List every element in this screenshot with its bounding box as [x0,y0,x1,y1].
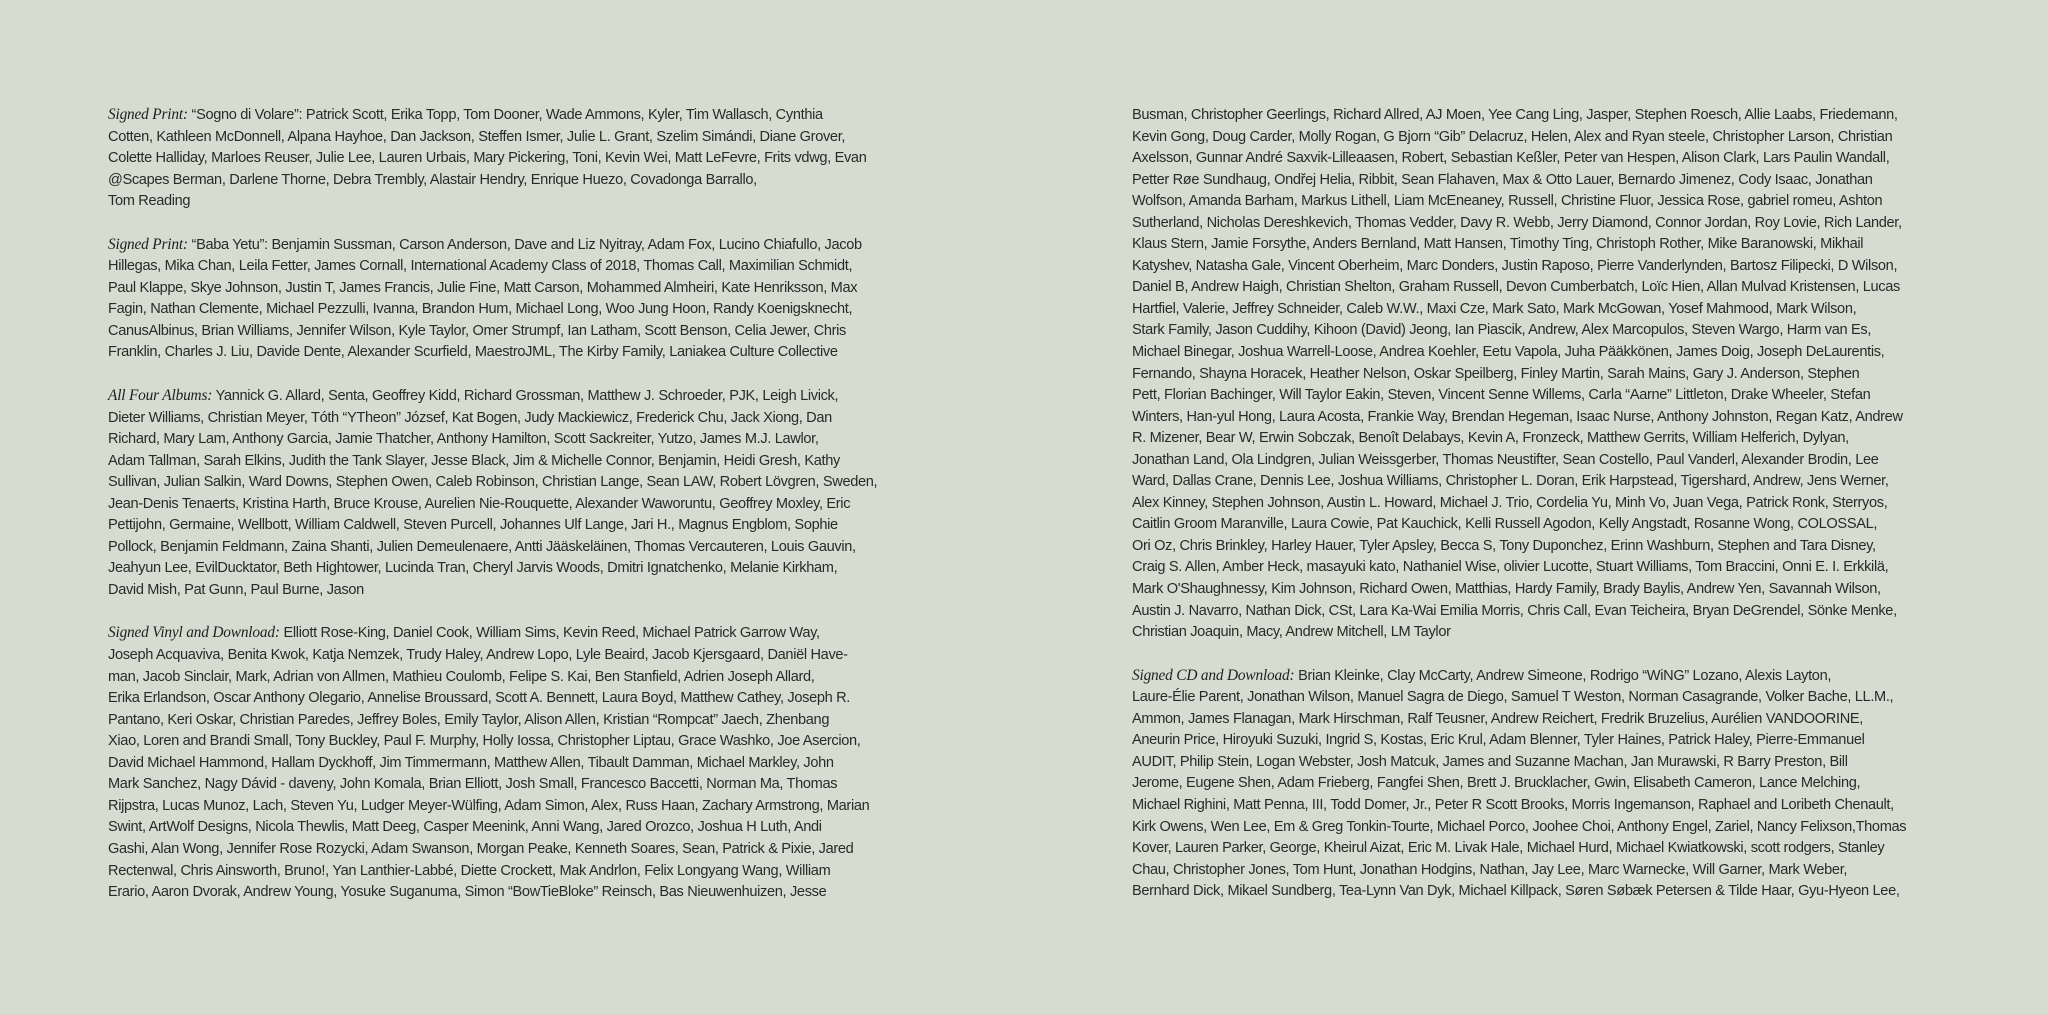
credits-paragraph [108,104,936,212]
credits-line [108,385,936,407]
names-text: Elliott Rose-King, Daniel Cook, William Sims, Kevin Reed, Michael Patrick Garrow Way, [279,624,820,642]
credits-line [1132,600,1960,622]
category-label: Signed Print: [108,106,188,123]
names-text: R. Mizener, Bear W, Erwin Sobczak, Benoît Delabays, Kevin A, Fronzeck, Matthew Gerrits, William Helferich, Dylyan, [1132,429,1849,447]
names-text: Pollock, Benjamin Feldmann, Zaina Shanti, Julien Demeulenaere, Antti Jääskeläinen, Thomas Vercauteren, Louis Gauvin, [108,537,856,555]
credits-paragraph [1132,104,1960,643]
names-text: Rijpstra, Lucas Munoz, Lach, Steven Yu, Ludger Meyer-Wülfing, Adam Simon, Alex, Russ Haan, Zachary Armstrong, Marian [108,796,870,814]
credits-line [108,730,936,752]
credits-line [108,234,936,256]
credits-line [1132,406,1960,428]
credits-line [1132,470,1960,492]
category-label: All Four Albums: [108,387,213,405]
names-text: Pettijohn, Germaine, Wellbott, William Caldwell, Steven Purcell, Johannes Ulf Lange, Jari H., Magnus Engblom, Sophie [108,516,838,534]
names-text: Aneurin Price, Hiroyuki Suzuki, Ingrid S, Kostas, Eric Krul, Adam Blenner, Tyler Haines, Patrick Haley, Pierre-Emmanuel [1132,731,1865,749]
names-text: David Mish, Pat Gunn, Paul Burne, Jason [108,580,364,598]
names-text: Klaus Stern, Jamie Forsythe, Anders Bernland, Matt Hansen, Timothy Ting, Christoph Rother, Mike Baranowski, Mikhail [1132,235,1864,253]
names-text: Michael Righini, Matt Penna, III, Todd Domer, Jr., Peter R Scott Brooks, Morris Ingemanson, Raphael and Loribeth Chenault, [1132,795,1894,813]
names-text: Wolfson, Amanda Barham, Markus Lithell, Liam McEneaney, Russell, Christine Fluor, Jessica Rose, gabriel romeu, Ashton [1132,192,1883,210]
names-text: Erika Erlandson, Oscar Anthony Olegario, Annelise Broussard, Scott A. Bennett, Laura Boyd, Matthew Cathey, Joseph R. [108,689,851,707]
names-text: David Michael Hammond, Hallam Dyckhoff, Jim Timmermann, Matthew Allen, Tibault Damman, Michael Markley, John [108,753,834,771]
names-text: Gashi, Alan Wong, Jennifer Rose Rozycki, Adam Swanson, Morgan Peake, Kenneth Soares, Sean, Patrick & Pixie, Jared [108,839,854,857]
names-text: Jonathan Land, Ola Lindgren, Julian Weissgerber, Thomas Neustifter, Sean Costello, Paul Vanderl, Alexander Brodin, Lee [1132,450,1879,468]
credits-line [108,147,936,169]
names-text: Jeahyun Lee, EvilDucktator, Beth Hightower, Lucinda Tran, Cheryl Jarvis Woods, Dmitri Ignatchenko, Melanie Kirkham, [108,559,838,577]
credits-line [108,471,936,493]
names-text: Mark Sanchez, Nagy Dávid - daveny, John Komala, Brian Elliott, Josh Small, Francesco Baccetti, Norman Ma, Thomas [108,775,838,793]
credits-paragraph [108,234,936,363]
names-text: Kevin Gong, Doug Carder, Molly Rogan, G Bjorn “Gib” Delacruz, Helen, Alex and Ryan steele, Christopher Larson, Christian [1132,127,1893,145]
credits-line [1132,449,1960,471]
credits-line [108,622,936,644]
credits-line [108,190,936,212]
names-text: Sullivan, Julian Salkin, Ward Downs, Stephen Owen, Caleb Robinson, Christian Lange, Sean LAW, Robert Lövgren, Sweden, [108,473,878,491]
credits-paragraph [108,385,936,600]
names-text: Michael Binegar, Joshua Warrell-Loose, Andrea Koehler, Eetu Vapola, Juha Pääkkönen, James Doig, Joseph DeLaurentis, [1132,343,1885,361]
credits-line [1132,384,1960,406]
right-column [1132,104,1962,924]
credits-line [108,773,936,795]
names-text: Erario, Aaron Dvorak, Andrew Young, Yosuke Suganuma, Simon “BowTieBloke” Reinsch, Bas Nieuwenhuizen, Jesse [108,883,827,901]
names-text: Daniel B, Andrew Haigh, Christian Shelton, Graham Russell, Devon Cumberbatch, Loïc Hien, Allan Mulvad Kristensen, Lucas [1132,278,1900,296]
names-text: Stark Family, Jason Cuddihy, Kihoon (David) Jeong, Ian Piascik, Andrew, Alex Marcopulos, Steven Wargo, Harm van Es, [1132,321,1872,339]
credits-line [1132,212,1960,234]
names-text: Fagin, Nathan Clemente, Michael Pezzulli, Ivanna, Brandon Hum, Michael Long, Woo Jung Hoon, Randy Koenigsknecht, [108,300,853,318]
names-text: Tom Reading [108,192,191,210]
names-text: Sutherland, Nicholas Dereshkevich, Thomas Vedder, Davy R. Webb, Jerry Diamond, Connor Jordan, Roy Lovie, Rich Lander, [1132,213,1902,231]
names-text: Busman, Christopher Geerlings, Richard Allred, AJ Moen, Yee Cang Ling, Jasper, Stephen Roesch, Allie Laabs, Friedemann, [1132,106,1898,123]
credits-line [108,450,936,472]
names-text: Ward, Dallas Crane, Dennis Lee, Joshua Williams, Christopher L. Doran, Erik Harpstead, Tigershard, Andrew, Jens Werner, [1132,472,1889,490]
names-text: Xiao, Loren and Brandi Small, Tony Buckley, Paul F. Murphy, Holly Iossa, Christopher Liptau, Grace Washko, Joe Asercion, [108,732,861,750]
credits-line [1132,427,1960,449]
names-text: Katyshev, Natasha Gale, Vincent Oberheim, Marc Donders, Justin Raposo, Pierre Vanderlynden, Bartosz Filipecki, D Wilson, [1132,256,1898,274]
credits-line [108,493,936,515]
credits-line [1132,816,1960,838]
names-text: Axelsson, Gunnar André Saxvik-Lilleaasen, Robert, Sebastian Keßler, Peter van Hespen, Alison Clark, Lars Paulin Wandall, [1132,149,1890,167]
names-text: Joseph Acquaviva, Benita Kwok, Katja Nemzek, Trudy Haley, Andrew Lopo, Lyle Beaird, Jacob Kjersgaard, Daniël Have- [108,646,848,664]
names-text: Hartfiel, Valerie, Jeffrey Schneider, Caleb W.W., Maxi Cze, Mark Sato, Mark McGowan, Yosef Mahmood, Mark Wilson, [1132,299,1857,317]
names-text: Ori Oz, Chris Brinkley, Harley Hauer, Tyler Apsley, Becca S, Tony Duponchez, Erinn Washburn, Stephen and Tara Disney, [1132,536,1876,554]
credits-line [108,860,936,882]
credits-line [1132,535,1960,557]
names-text: Brian Kleinke, Clay McCarty, Andrew Simeone, Rodrigo “WiNG” Lozano, Alexis Layton, [1294,666,1832,684]
names-text: Chau, Christopher Jones, Tom Hunt, Jonathan Hodgins, Nathan, Jay Lee, Marc Warnecke, Will Garner, Mark Weber, [1132,860,1848,878]
names-text: CanusAlbinus, Brian Williams, Jennifer Wilson, Kyle Taylor, Omer Strumpf, Ian Latham, Scott Benson, Celia Jewer, Chris [108,321,846,339]
credits-line [108,126,936,148]
credits-line [1132,492,1960,514]
names-text: Paul Klappe, Skye Johnson, Justin T, James Francis, Julie Fine, Matt Carson, Mohammed Almheiri, Kate Henriksson, Max [108,278,858,296]
category-label: Signed Vinyl and Download: [108,624,280,642]
credits-line [108,277,936,299]
names-text: “Sogno di Volare”: Patrick Scott, Erika Topp, Tom Dooner, Wade Ammons, Kyler, Tim Wallasch, Cynthia [187,106,823,123]
credits-line [108,298,936,320]
names-text: AUDIT, Philip Stein, Logan Webster, Josh Matcuk, James and Suzanne Machan, Jan Murawski, R Barry Preston, Bill [1132,752,1848,770]
names-text: Colette Halliday, Marloes Reuser, Julie Lee, Lauren Urbais, Mary Pickering, Toni, Kevin Wei, Matt LeFevre, Frits vdwg, Evan [108,149,867,167]
credits-line [108,407,936,429]
credits-line [108,169,936,191]
credits-line [1132,708,1960,730]
credits-line [108,428,936,450]
names-text: @Scapes Berman, Darlene Thorne, Debra Trembly, Alastair Hendry, Enrique Huezo, Covadonga Barrallo, [108,170,757,188]
names-text: Bernhard Dick, Mikael Sundberg, Tea-Lynn Van Dyk, Michael Killpack, Søren Søbæk Petersen & Tilde Haar, Gyu-Hyeon Lee, [1132,882,1900,900]
names-text: Petter Røe Sundhaug, Ondřej Helia, Ribbit, Sean Flahaven, Max & Otto Lauer, Bernardo Jimenez, Cody Isaac, Jonathan [1132,170,1873,188]
names-text: Kover, Lauren Parker, George, Kheirul Aizat, Eric M. Livak Hale, Michael Hurd, Michael Kwiatkowski, scott rodgers, Stanley [1132,839,1885,857]
credits-line [108,104,936,126]
credits-line [1132,169,1960,191]
names-text: Kirk Owens, Wen Lee, Em & Greg Tonkin-Tourte, Michael Porco, Joohee Choi, Anthony Engel, Zariel, Nancy Felixson,Thomas [1132,817,1907,835]
credits-line [1132,578,1960,600]
credits-line [108,838,936,860]
names-text: Pett, Florian Bachinger, Will Taylor Eakin, Steven, Vincent Senne Willems, Carla “Aarne” Littleton, Drake Wheeler, Stefan [1132,386,1871,404]
names-text: Adam Tallman, Sarah Elkins, Judith the Tank Slayer, Jesse Black, Jim & Michelle Connor, Benjamin, Heidi Gresh, Kathy [108,451,840,469]
credits-line [1132,147,1960,169]
credits-line [108,881,936,903]
credits-line [108,795,936,817]
credits-line [108,536,936,558]
names-text: Pantano, Keri Oskar, Christian Paredes, Jeffrey Boles, Emily Taylor, Alison Allen, Kristian “Rompcat” Jaech, Zhenbang [108,710,830,728]
credits-line [108,687,936,709]
credits-line [1132,363,1960,385]
credits-line [1132,341,1960,363]
names-text: “Baba Yetu”: Benjamin Sussman, Carson Anderson, Dave and Liz Nyitray, Adam Fox, Lucino Chiafullo, Jacob [187,235,862,253]
credits-line [1132,104,1960,126]
names-text: Rectenwal, Chris Ainsworth, Bruno!, Yan Lanthier-Labbé, Diette Crockett, Mak Andrlon, Felix Longyang Wang, William [108,861,831,879]
credits-line [108,514,936,536]
credits-line [108,341,936,363]
names-text: Austin J. Navarro, Nathan Dick, CSt, Lara Ka-Wai Emilia Morris, Chris Call, Evan Teicheira, Bryan DeGrendel, Sönke Menke, [1132,601,1897,619]
names-text: Ammon, James Flanagan, Mark Hirschman, Ralf Teusner, Andrew Reichert, Fredrik Bruzelius, Aurélien VANDOORINE, [1132,709,1863,727]
credits-line [1132,513,1960,535]
credits-line [1132,880,1960,902]
credits-paragraph [108,622,936,902]
names-text: Jerome, Eugene Shen, Adam Frieberg, Fangfei Shen, Brett J. Brucklacher, Gwin, Elisabeth Cameron, Lance Melching, [1132,774,1861,792]
names-text: Franklin, Charles J. Liu, Davide Dente, Alexander Scurfield, MaestroJML, The Kirby Family, Laniakea Culture Collective [108,343,838,361]
credits-line [108,579,936,601]
credits-line [1132,298,1960,320]
credits-line [108,666,936,688]
names-text: man, Jacob Sinclair, Mark, Adrian von Allmen, Mathieu Coulomb, Felipe S. Kai, Ben Stanfield, Adrien Joseph Allard, [108,667,815,685]
names-text: Winters, Han-yul Hong, Laura Acosta, Frankie Way, Brendan Hegeman, Isaac Nurse, Anthony Johnston, Regan Katz, Andrew [1132,407,1903,425]
credits-paragraph [1132,665,1960,902]
names-text: Richard, Mary Lam, Anthony Garcia, Jamie Thatcher, Anthony Hamilton, Scott Sackreiter, Yutzo, James M.J. Lawlor, [108,430,819,448]
names-text: Laure-Élie Parent, Jonathan Wilson, Manuel Sagra de Diego, Samuel T Weston, Norman Casagrande, Volker Bache, LL.M., [1132,688,1894,706]
credits-line [1132,190,1960,212]
names-text: Caitlin Groom Maranville, Laura Cowie, Pat Kauchick, Kelli Russell Agodon, Kelly Angstadt, Rosanne Wong, COLOSSAL, [1132,515,1878,533]
credits-line [108,752,936,774]
credits-line [1132,837,1960,859]
credits-line [108,557,936,579]
names-text: Christian Joaquin, Macy, Andrew Mitchell, LM Taylor [1132,623,1451,641]
names-text: Alex Kinney, Stephen Johnson, Austin L. Howard, Michael J. Trio, Cordelia Yu, Minh Vo, Juan Vega, Patrick Ronk, Sterryos, [1132,493,1888,511]
credits-line [108,320,936,342]
names-text: Hillegas, Mika Chan, Leila Fetter, James Cornall, International Academy Class of 2018, Thomas Call, Maximilian Schmidt, [108,257,853,275]
credits-line [1132,126,1960,148]
credits-line [1132,729,1960,751]
category-label: Signed Print: [108,235,188,253]
credits-line [1132,233,1960,255]
credits-line [1132,276,1960,298]
credits-line [1132,319,1960,341]
credits-line [1132,255,1960,277]
credits-line [108,644,936,666]
names-text: Dieter Williams, Christian Meyer, Tóth “YTheon” József, Kat Bogen, Judy Mackiewicz, Frederick Chu, Jack Xiong, Dan [108,408,832,426]
names-text: Craig S. Allen, Amber Heck, masayuki kato, Nathaniel Wise, olivier Lucotte, Stuart Williams, Tom Braccini, Onni E. I. Erkkilä, [1132,558,1889,576]
names-text: Fernando, Shayna Horacek, Heather Nelson, Oskar Speilberg, Finley Martin, Sarah Mains, Gary J. Anderson, Stephen [1132,364,1860,382]
names-text: Jean-Denis Tenaerts, Kristina Harth, Bruce Krouse, Aurelien Nie-Rouquette, Alexander Waworuntu, Geoffrey Moxley, Eric [108,494,851,512]
credits-line [1132,859,1960,881]
credits-line [108,709,936,731]
names-text: Swint, ArtWolf Designs, Nicola Thewlis, Matt Deeg, Casper Meenink, Anni Wang, Jared Orozco, Joshua H Luth, Andi [108,818,822,836]
credits-line [1132,751,1960,773]
names-text: Cotten, Kathleen McDonnell, Alpana Hayhoe, Dan Jackson, Steffen Ismer, Julie L. Grant, Szelim Simándi, Diane Grover, [108,127,846,145]
credits-line [1132,665,1960,687]
names-text: Mark O'Shaughnessy, Kim Johnson, Richard Owen, Matthias, Hardy Family, Brady Baylis, Andrew Yen, Savannah Wilson, [1132,580,1881,598]
credits-line [1132,686,1960,708]
credits-line [1132,621,1960,643]
credits-line [1132,772,1960,794]
credits-line [108,816,936,838]
category-label: Signed CD and Download: [1132,666,1295,684]
credits-line [108,255,936,277]
credits-line [1132,794,1960,816]
left-column [108,104,938,925]
credits-line [1132,556,1960,578]
names-text: Yannick G. Allard, Senta, Geoffrey Kidd, Richard Grossman, Matthew J. Schroeder, PJK, Leigh Livick, [212,387,839,405]
